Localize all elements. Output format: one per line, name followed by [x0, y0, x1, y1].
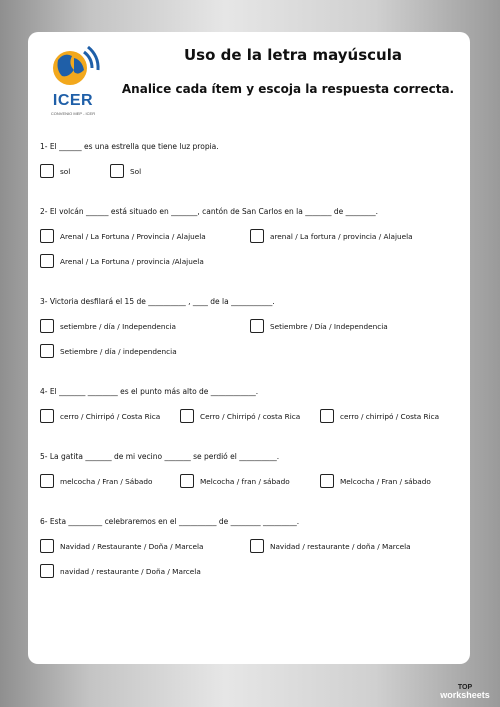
checkbox[interactable]	[250, 229, 264, 243]
answer-option[interactable]	[40, 344, 177, 358]
answer-option[interactable]	[110, 164, 141, 178]
option-label: sol	[60, 166, 71, 176]
checkbox[interactable]	[40, 539, 54, 553]
answer-option[interactable]	[40, 409, 160, 423]
checkbox[interactable]	[320, 474, 334, 488]
checkbox[interactable]	[40, 164, 54, 178]
checkbox[interactable]	[40, 344, 54, 358]
option-label: Setiembre / Día / Independencia	[270, 321, 388, 331]
option-label: melcocha / Fran / Sábado	[60, 476, 153, 486]
option-label: cerro / Chirripó / Costa Rica	[60, 411, 161, 421]
brand-top-text: TOP	[457, 684, 473, 691]
logo-text: ICER	[52, 92, 94, 109]
checkbox[interactable]	[110, 164, 124, 178]
checkbox[interactable]	[40, 319, 54, 333]
option-label: Melcocha / fran / sábado	[200, 476, 290, 486]
checkbox[interactable]	[250, 539, 264, 553]
option-label: navidad / restaurante / Doña / Marcela	[60, 566, 201, 576]
logo-subtext: CONVENIO MEP - ICER	[50, 111, 96, 116]
page-title: Uso de la letra mayúscula	[184, 46, 402, 64]
brand-main-text: worksheets	[440, 690, 490, 700]
option-label: cerro / chirripó / Costa Rica	[340, 411, 440, 421]
answer-option[interactable]	[40, 539, 204, 553]
checkbox[interactable]	[40, 229, 54, 243]
option-label: Arenal / La Fortuna / provincia /Alajuela	[60, 256, 204, 266]
option-label: Arenal / La Fortuna / Provincia / Alajuela	[60, 231, 206, 241]
question-1: 1- El ______ es una estrella que tiene luz propia.	[40, 142, 219, 151]
option-label: Setiembre / día / independencia	[60, 346, 177, 356]
globe-icon	[44, 42, 102, 94]
checkbox[interactable]	[320, 409, 334, 423]
option-label: arenal / La fortura / provincia / Alajuela	[270, 231, 413, 241]
worksheet-page	[28, 32, 470, 664]
instruction-text: Analice cada ítem y escoja la respuesta correcta.	[121, 82, 455, 96]
checkbox[interactable]	[40, 409, 54, 423]
answer-option[interactable]	[40, 319, 176, 333]
answer-option[interactable]	[40, 254, 204, 268]
checkbox[interactable]	[40, 474, 54, 488]
topworksheets-logo	[434, 684, 496, 700]
answer-option[interactable]	[320, 474, 431, 488]
answer-option[interactable]	[40, 164, 70, 178]
question-5: 5- La gatita _______ de mi vecino _______ se perdió el __________.	[40, 452, 280, 461]
question-4: 4- El _______ ________ es el punto más alto de ____________.	[40, 387, 259, 396]
question-3: 3- Victoria desfilará el 15 de __________ , ____ de la ___________.	[40, 297, 275, 306]
question-6: 6- Esta _________ celebraremos en el __________ de ________ _________.	[40, 517, 300, 526]
answer-option[interactable]	[40, 474, 152, 488]
checkbox[interactable]	[180, 409, 194, 423]
answer-option[interactable]	[180, 474, 290, 488]
option-label: Sol	[130, 166, 142, 176]
option-label: Melcocha / Fran / sábado	[340, 476, 431, 486]
checkbox[interactable]	[250, 319, 264, 333]
checkbox[interactable]	[40, 254, 54, 268]
answer-option[interactable]	[40, 564, 201, 578]
checkbox[interactable]	[180, 474, 194, 488]
answer-option[interactable]	[250, 229, 413, 243]
icer-logo	[44, 42, 102, 122]
answer-option[interactable]	[250, 539, 411, 553]
option-label: Navidad / restaurante / doña / Marcela	[270, 541, 411, 551]
answer-option[interactable]	[40, 229, 206, 243]
answer-option[interactable]	[250, 319, 388, 333]
option-label: Cerro / Chirripó / costa Rica	[200, 411, 301, 421]
answer-option[interactable]	[180, 409, 300, 423]
answer-option[interactable]	[320, 409, 439, 423]
option-label: setiembre / día / Independencia	[60, 321, 176, 331]
option-label: Navidad / Restaurante / Doña / Marcela	[60, 541, 204, 551]
checkbox[interactable]	[40, 564, 54, 578]
question-2: 2- El volcán ______ está situado en _______, cantón de San Carlos en la _______ de ________.	[40, 207, 379, 216]
